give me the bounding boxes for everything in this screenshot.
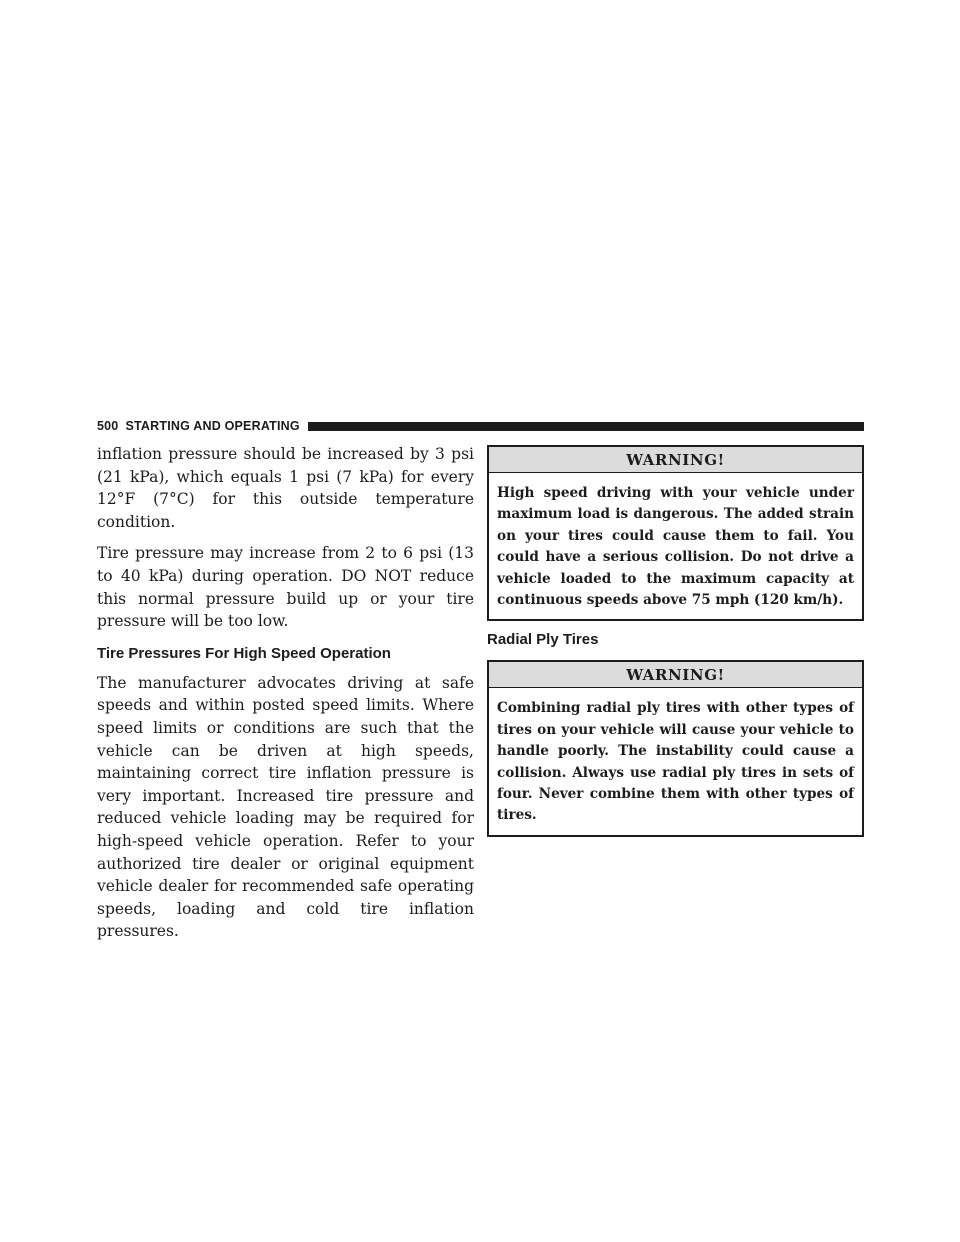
warning-text: High speed driving with your vehicle under maximum load is dangerous. The added strain on your tires could cause them to fail. You could have a serious collision. Do not drive a vehicle loaded to the maximum capacity at continuous speeds above 75 mph (120 km/h). (497, 485, 854, 609)
left-column (97, 443, 474, 952)
header-rule (308, 422, 864, 431)
page-number: 500 (97, 419, 119, 433)
section-title: STARTING AND OPERATING (125, 419, 300, 433)
heading-radial-ply: Radial Ply Tires (487, 631, 599, 649)
heading-high-speed: Tire Pressures For High Speed Operation (97, 644, 391, 662)
warning-title: WARNING! (489, 447, 862, 473)
right-column (487, 445, 864, 837)
paragraph-inflation: inflation pressure should be increased by 3 psi (21 kPa), which equals 1 psi (7 kPa) for every 12°F (7°C) for this outside temperature condition. (97, 445, 474, 531)
page-header (97, 417, 864, 435)
paragraph-pressure-increase: Tire pressure may increase from 2 to 6 psi (13 to 40 kPa) during operation. DO NOT reduce this normal pressure build up or your tire pressure will be too low. (97, 544, 474, 631)
paragraph-high-speed: The manufacturer advocates driving at safe speeds and within posted speed limits. Where speed limits or conditions are such that the vehicle can be driven at high speeds, maintaining correct tire inflation pressure is very important. Increased tire pressure and reduced vehicle loading may be required for high-speed vehicle operation. Refer to your authorized tire dealer or original equipment vehicle dealer for recommended safe operating speeds, loading and cold tire inflation pressures. (97, 673, 474, 941)
warning-text: Combining radial ply tires with other types of tires on your vehicle will cause your vehicle to handle poorly. The instability could cause a collision. Always use radial ply tires in sets of four. Never combine them with other types of tires. (497, 700, 854, 824)
warning-box-radial-ply (487, 660, 864, 836)
warning-title: WARNING! (489, 662, 862, 688)
warning-box-high-speed (487, 445, 864, 621)
